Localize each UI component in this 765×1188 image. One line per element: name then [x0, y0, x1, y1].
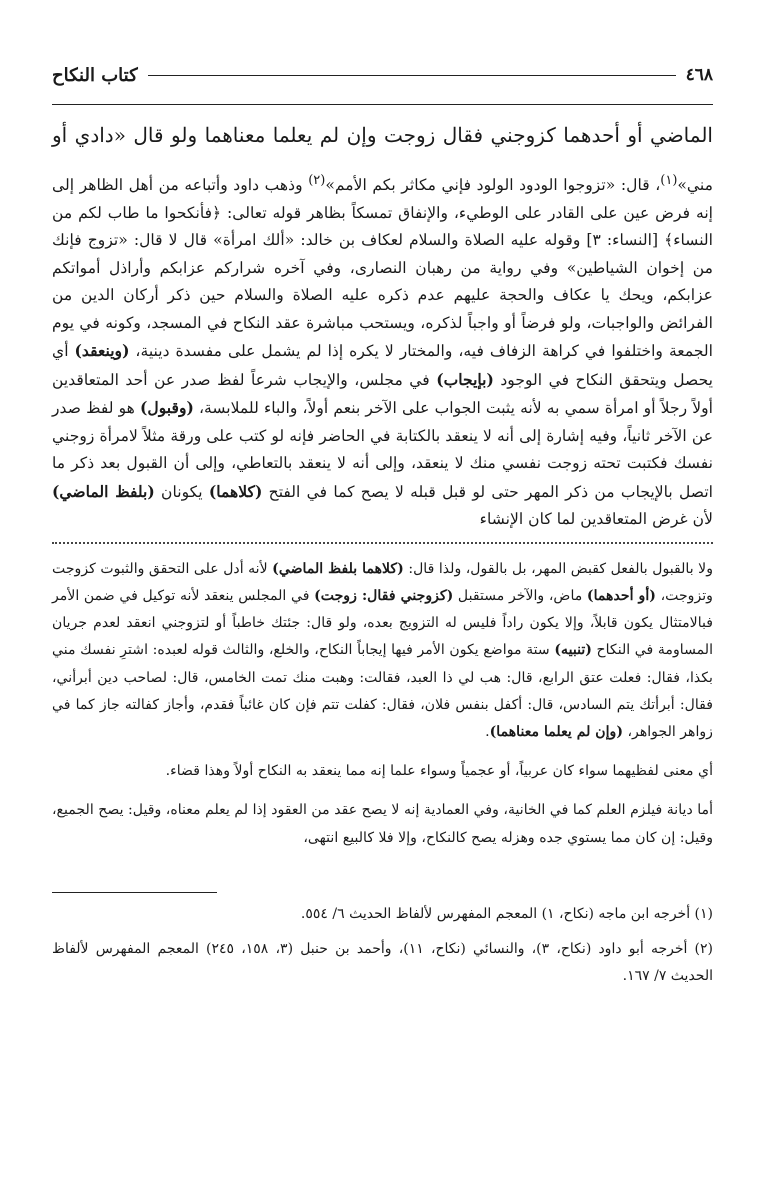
- footnote-1: (١) أخرجه ابن ماجه (نكاح، ١) المعجم المفهرس لألفاظ الحديث ٦/ ٥٥٤.: [300, 905, 713, 922]
- chapter-title: كتاب النكاح: [52, 64, 138, 86]
- text-run: أي يحصل ويتحقق النكاح في الوجود: [52, 342, 713, 389]
- matn-quote: (كلاهما بلفظ الماضي): [272, 560, 404, 577]
- text-run: أما ديانة فيلزم العلم كما في الخانية، وفي العمادية إنه لا يصح عقد من العقود إذا لم يعلم معناه، وقيل: يصح الجميع، وقيل: إن كان مما يستوي جده وهزله يصح كالنكاح، وإلا فلا كالبيع انتهى،: [52, 802, 713, 846]
- main-paragraph: [52, 167, 713, 534]
- matn-quote: (بلفظ الماضي): [52, 481, 155, 501]
- dotted-separator: [52, 542, 713, 544]
- text-run: .: [485, 723, 490, 740]
- matn-quote: (كزوجني فقال: زوجت): [314, 587, 454, 604]
- commentary-paragraph: [52, 758, 713, 785]
- matn-quote: (وقبول): [140, 398, 194, 418]
- text-run: يكونان: [154, 482, 209, 501]
- text-run: ولا بالقبول بالفعل كقبض المهر، بل بالقول، ولذا قال:: [403, 560, 713, 577]
- matn-quote: (تنبيه): [554, 642, 592, 659]
- matn-quote: (وينعقد): [74, 341, 130, 361]
- text-run: أي معنى لفظيهما سواء كان عربياً، أو عجمياً وسواء علما إنه مما ينعقد به النكاح أولاً وهذا قضاء.: [165, 763, 713, 780]
- footnote-ref[interactable]: (١): [660, 173, 678, 188]
- matn-quote: (بإيجاب): [436, 369, 494, 389]
- text-run: وذهب داود وأتباعه من أهل الظاهر إلى إنه فرض عين على القادر على الوطيء، والإنفاق تمسكاً بظاهر قوله تعالى: ﴿فأنكحوا ما طاب لكم من النساء﴾ [النساء: ٣] وقوله عليه الصلاة والسلام لعكاف بن خالد: «ألك امرأة» قال لا قال: «تزوج فإنك من إخوان الشياطين» وفي رواية من رهبان النصارى، وفي آخره شراركم عزابكم وأراذل أمواتكم عزابكم، ويحك يا عكاف والحجة عليهم عدم ذكره عليه الصلاة والسلام حين ذكر أركان الدين من الفرائض والواجبات، ولو فرضاً أو واجباً لذكره، ويستحب مباشرة عقد النكاح في المسجد، وكونه في يوم الجمعة واختلفوا في كراهة الزفاف فيه، والمختار لا يكره إذا لم يشمل على مفسدة دينية،: [52, 176, 714, 361]
- text-run: ، قال: «تزوجوا الودود الولود فإني مكاثر بكم الأمم»: [325, 176, 661, 195]
- text-run: لأن غرض المتعاقدين لما كان الإنشاء: [479, 510, 713, 529]
- footnote-2: (٢) أخرجه أبو داود (نكاح، ٣)، والنسائي (نكاح، ١١)، وأحمد بن حنبل (٣، ١٥٨، ٢٤٥) المعجم المفهرس لألفاظ الحديث ٧/ ١٦٧.: [52, 940, 714, 984]
- text-run: لأنه أدل على التحقق والثبوت كزوجت وتزوجت،: [52, 560, 713, 604]
- commentary-paragraph: [52, 797, 713, 851]
- matn-quote: (كلاهما): [208, 481, 263, 501]
- matn-line: الماضي أو أحدهما كزوجني فقال زوجت وإن لم يعلما معناهما ولو قال «دادي أو: [52, 123, 713, 147]
- commentary-block: [52, 556, 713, 852]
- matn-quote: (أو أحدهما): [586, 587, 656, 604]
- header-divider: [52, 104, 713, 105]
- footnote-ref[interactable]: (٢): [308, 173, 326, 188]
- text-run: ماض، والآخر مستقبل: [453, 587, 587, 604]
- main-text: [52, 167, 713, 534]
- page-header: [52, 58, 713, 92]
- text-run: مني»: [677, 176, 713, 195]
- footnote-rule: [52, 892, 217, 893]
- text-run: هو لفظ صدر عن الآخر ثانياً، وفيه إشارة إلى أنه لا ينعقد بالكتابة في الحاضر فإنه لو كتب على ورقة مثلاً لامرأة زوجني نفسك فكتبت تحته زوجت نفسي منك لا ينعقد، وإلى أنه لا ينعقد بالتعاطي، وإلى أن القبول بعد ذكر ما اتصل بالإيجاب من ذكر المهر حتى لو قبل قبله لا يصح كما في الفتح: [52, 399, 713, 501]
- text-run: ستة مواضع يكون الأمر فيها إيجاباً النكاح، والخلع، والثالث قوله لعبده: اشترِ نفسك مني بكذا، فقال: فعلت عتق الرابع، قال: هب لي ذا العبد، فقالت: وهبت منك تمت الخامس، قال: لصاحب دين أبرأني، فقال: أبرأتك يتم السادس، قال: أكفل بنفس فلان، فقال: كفلت تتم فإن كان غائباً فقدم، وأجاز كفالته جاز كما في زواهر الجواهر،: [52, 642, 713, 740]
- page-number: ٤٦٨: [685, 65, 713, 85]
- commentary-paragraph: [52, 556, 713, 746]
- text-run: في المجلس ينعقد لأنه توكيل في ضمن الأمر فبالامتثال يكون قابلاً، وإلا يكون راداً فليس له التزويج بعده، ولو قال: جئتك خاطباً أو لتزوجني انعقد لعدم جريان المساومة في النكاح: [52, 587, 713, 659]
- book-page: [52, 58, 713, 990]
- matn-quote: (وإن لم يعلما معناهما): [489, 723, 624, 740]
- header-rule: [148, 75, 676, 76]
- text-run: في مجلس، والإيجاب شرعاً لفظ صدر عن أحد المتعاقدين أولاً رجلاً أو امرأة سمي به لأنه يثبت الجواب على الآخر بنعم أولاً، والباء للملابسة،: [52, 370, 713, 418]
- footnotes: [52, 901, 713, 990]
